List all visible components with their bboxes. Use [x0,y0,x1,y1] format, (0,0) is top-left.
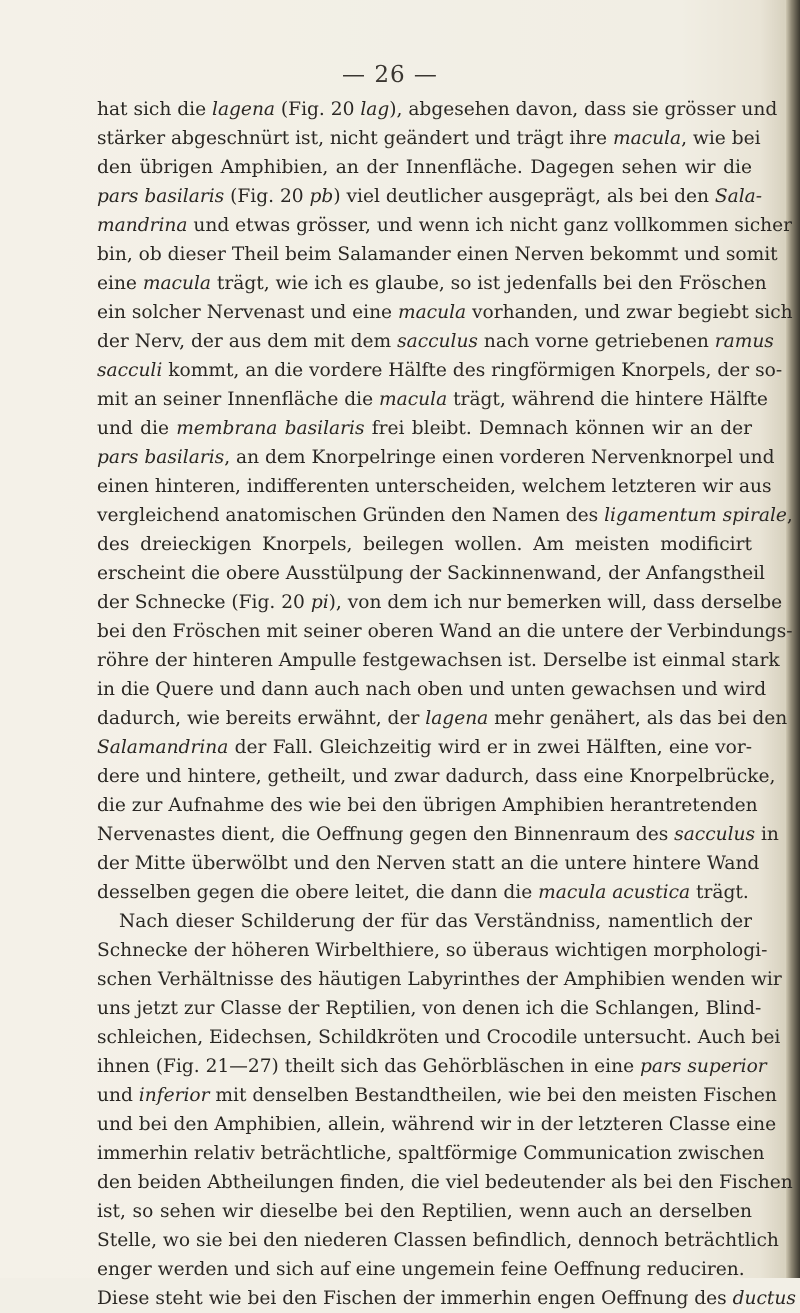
text-line [97,182,763,211]
page-number: — 26 — [342,62,438,88]
text-run: trägt. [690,882,749,903]
text-run: trägt, während die hintere Hälfte [447,389,768,410]
text-run: Nervenastes dient, die Oeffnung gegen den Binnenraum des [97,824,675,845]
text-run: und [97,1085,139,1106]
text-line [97,762,776,791]
text-line [97,298,793,327]
text-run: Schnecke der höheren Wirbelthiere, so überaus wichtigen morphologi- [97,940,768,961]
text-run: uns jetzt zur Classe der Reptilien, von denen ich die Schlangen, Blind- [97,998,762,1019]
text-run: , wie bei [681,128,761,149]
italic-term: inferior [138,1085,210,1106]
text-line [97,1052,767,1081]
text-run: einen hinteren, indifferenten unterscheiden, welchem letzteren wir aus [97,476,772,497]
text-line [97,588,783,617]
text-run: erscheint die obere Ausstülpung der Sackinnenwand, der Anfangstheil [97,563,765,584]
italic-term: ligamentum spirale [604,505,787,526]
text-run: mehr genähert, als das bei den [488,708,788,729]
text-run: vergleichend anatomischen Gründen den Namen des [97,505,605,526]
text-run: und etwas grösser, und wenn ich nicht ganz vollkommen sicher [187,215,792,236]
text-line [97,559,765,588]
text-run: Stelle, wo sie bei den niederen Classen befindlich, dennoch beträchtlich [97,1230,779,1251]
text-run: und die [97,418,177,439]
text-run: der Fall. Gleichzeitig wird er in zwei Hälften, eine vor- [228,737,752,758]
text-run: immerhin relativ beträchtliche, spaltförmige Communication zwischen [97,1143,765,1164]
text-run: röhre der hinteren Ampulle festgewachsen ist. Derselbe ist einmal stark [97,650,780,671]
text-line [97,907,752,936]
text-run: nach vorne getriebenen [477,331,715,352]
text-run: enger werden und sich auf eine ungemein feine Oeffnung reduciren. [97,1259,745,1280]
italic-term: macula [397,302,467,323]
italic-term: macula [142,273,211,294]
text-run: den beiden Abtheilungen finden, die viel bedeutender als bei den Fischen [97,1172,793,1193]
text-run: vorhanden, und zwar begiebt sich [466,302,793,323]
text-line [97,994,762,1023]
text-run: ), abgesehen davon, dass sie grösser und [389,99,778,120]
text-run: frei bleibt. Demnach können wir an der [364,418,753,439]
italic-term: lagena [425,708,489,729]
text-line [97,849,760,878]
text-line [97,269,767,298]
text-line [97,675,767,704]
italic-term: sacculi [97,360,163,381]
italic-term: pars superior [640,1056,767,1077]
text-run: , [786,505,793,526]
text-run: und bei den Amphibien, allein, während wir in der letzteren Classe eine [97,1114,777,1135]
text-line [97,878,752,907]
text-line [97,385,768,414]
text-line [97,211,792,240]
italic-term: macula acustica [538,882,691,903]
text-line [97,443,775,472]
text-run: bin, ob dieser Theil beim Salamander einen Nerven bekommt und somit [97,244,778,265]
italic-term: lagena [212,99,275,120]
text-run: Nach dieser Schilderung der für das Verständniss, namentlich der [119,911,752,932]
text-run: trägt, wie ich es glaube, so ist jedenfalls bei den Fröschen [210,273,767,294]
text-line [97,646,780,675]
text-line [97,936,768,965]
text-line [97,501,793,530]
text-run: , an dem Knorpelringe einen vorderen Nervenknorpel und [224,447,775,468]
text-run: in die Quere und dann auch nach oben und unten gewachsen und wird [97,679,767,700]
text-line [97,124,761,153]
text-run: kommt, an die vordere Hälfte des ringförmigen Knorpels, der so- [162,360,783,381]
text-run: der Mitte überwölbt und den Nerven statt an die untere hintere Wand [97,853,760,874]
italic-term: ramus [714,331,774,352]
text-run: des dreieckigen Knorpels, beilegen wollen. Am meisten modificirt [97,534,752,555]
text-line [97,472,772,501]
italic-term: pb [309,186,334,207]
text-run: ihnen (Fig. 21—27) theilt sich das Gehörbläschen in eine [97,1056,640,1077]
text-line [97,1284,796,1313]
text-run: (Fig. 20 [224,186,310,207]
text-run: schen Verhältnisse des häutigen Labyrinthes der Amphibien wenden wir [97,969,782,990]
text-run: schleichen, Eidechsen, Schildkröten und Crocodile untersucht. Auch bei [97,1027,781,1048]
text-line [97,733,752,762]
text-run: in [755,824,779,845]
text-line [97,153,752,182]
body-text [97,95,796,1313]
text-line [97,1139,765,1168]
text-run: ein solcher Nervenast und eine [97,302,398,323]
text-line [97,1023,781,1052]
text-run: ) viel deutlicher ausgeprägt, als bei den [333,186,715,207]
italic-term: macula [379,389,448,410]
text-run: ), von dem ich nur bemerken will, dass derselbe [328,592,783,613]
text-line [97,965,782,994]
italic-term: Salamandrina [97,737,229,758]
text-line [97,791,758,820]
text-run: mit an seiner Innenfläche die [97,389,380,410]
text-run: ist, so sehen wir dieselbe bei den Reptilien, wenn auch an derselben [97,1201,752,1222]
text-line [97,1081,777,1110]
text-line [97,1226,779,1255]
italic-term: Sala- [714,186,763,207]
text-line [97,1197,752,1226]
text-run: dere und hintere, getheilt, und zwar dadurch, dass eine Knorpelbrücke, [97,766,776,787]
italic-term: lag [360,99,390,120]
italic-term: membrana basilaris [176,418,365,439]
text-run: mit denselben Bestandtheilen, wie bei den meisten Fischen [209,1085,777,1106]
text-line [97,327,774,356]
text-run: desselben gegen die obere leitet, die dann die [97,882,539,903]
text-line [97,704,788,733]
italic-term: pars basilaris [97,186,225,207]
text-line [97,1110,777,1139]
italic-term: sacculus [397,331,478,352]
text-run: der Schnecke (Fig. 20 [97,592,311,613]
italic-term: sacculus [674,824,756,845]
text-line [97,95,778,124]
italic-term: ductus [732,1288,796,1309]
text-run: stärker abgeschnürt ist, nicht geändert und trägt ihre [97,128,613,149]
text-line [97,530,752,559]
text-run: eine [97,273,143,294]
text-run: bei den Fröschen mit seiner oberen Wand an die untere der Verbindungs- [97,621,793,642]
text-line [97,820,779,849]
italic-term: mandrina [97,215,188,236]
text-line [97,414,752,443]
text-run: Diese steht wie bei den Fischen der immerhin engen Oeffnung des [97,1288,733,1309]
text-line [97,356,783,385]
italic-term: pi [310,592,329,613]
text-run: die zur Aufnahme des wie bei den übrigen Amphibien herantretenden [97,795,758,816]
text-line [97,1168,793,1197]
text-line [97,1255,752,1284]
text-run: hat sich die [97,99,212,120]
italic-term: macula [612,128,682,149]
italic-term: pars basilaris [97,447,225,468]
text-run: der Nerv, der aus dem mit dem [97,331,398,352]
text-run: dadurch, wie bereits erwähnt, der [97,708,426,729]
text-line [97,617,793,646]
text-line [97,240,778,269]
text-run: (Fig. 20 [275,99,361,120]
text-run: den übrigen Amphibien, an der Innenfläche. Dagegen sehen wir die [97,157,752,178]
